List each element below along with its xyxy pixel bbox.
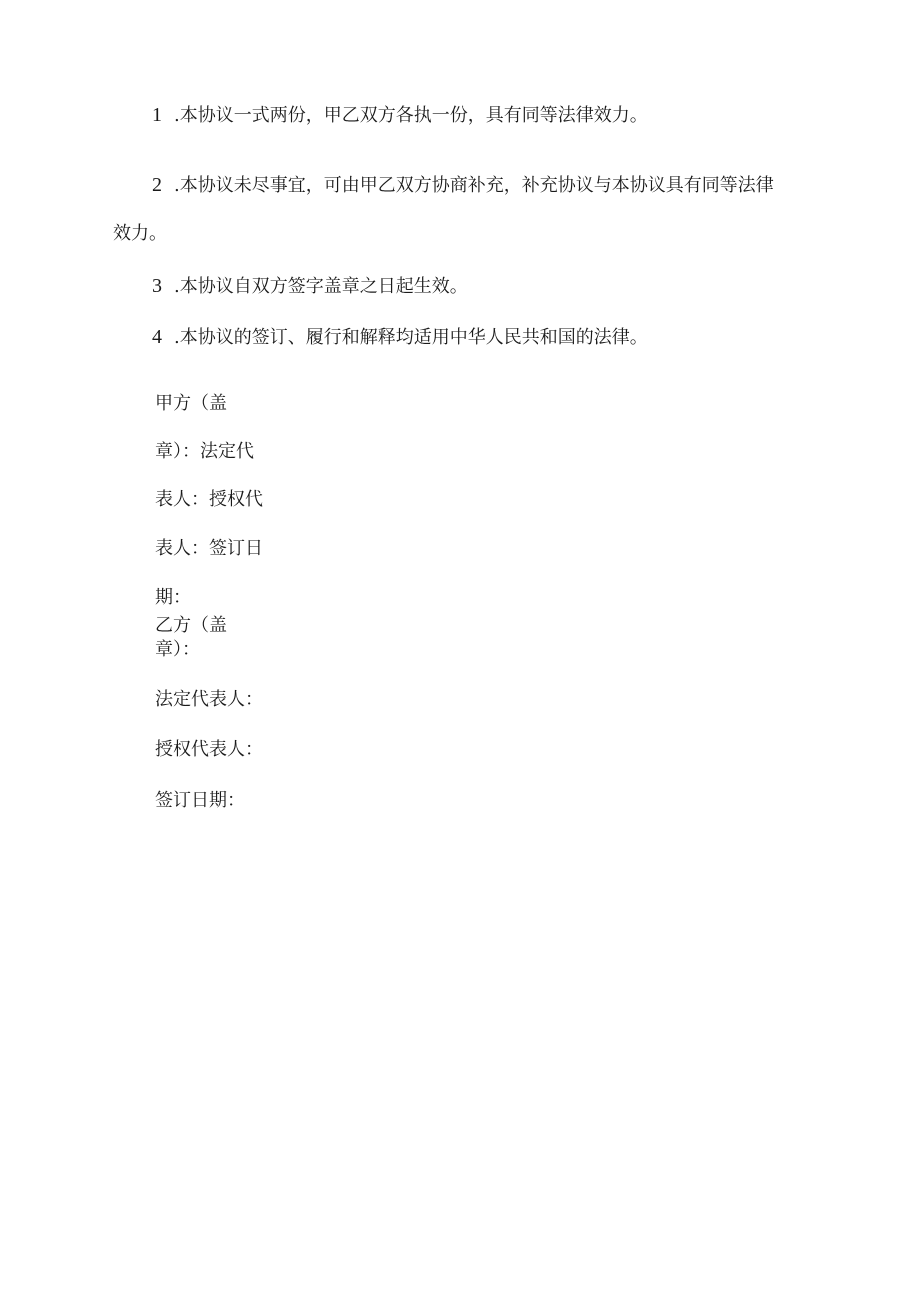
clause-1 bbox=[152, 103, 648, 128]
party-b-line-5: 签订日期： bbox=[155, 790, 245, 811]
party-a-line-4: 表人：签订日 bbox=[155, 538, 263, 559]
party-b-line-4: 授权代表人： bbox=[155, 739, 263, 760]
clause-number: 1 bbox=[152, 104, 162, 126]
party-a-line-2: 章）：法定代 bbox=[155, 441, 254, 462]
clause-number: 3 bbox=[152, 275, 162, 297]
clause-text: .本协议的签订、履行和解释均适用中华人民共和国的法律。 bbox=[174, 327, 648, 348]
party-a-line-3: 表人：授权代 bbox=[155, 489, 263, 510]
clause-4 bbox=[152, 325, 648, 350]
party-b-line-3: 法定代表人： bbox=[155, 689, 263, 710]
clause-2 bbox=[152, 173, 774, 198]
party-a-line-5: 期： bbox=[155, 587, 191, 608]
clause-3 bbox=[152, 274, 468, 299]
clause-text: .本协议未尽事宜，可由甲乙双方协商补充，补充协议与本协议具有同等法律 bbox=[174, 175, 774, 196]
clause-text: 效力。 bbox=[113, 223, 167, 244]
party-b-line-1: 乙方（盖 bbox=[155, 615, 227, 636]
clause-2-continuation bbox=[113, 222, 167, 246]
clause-text: .本协议自双方签字盖章之日起生效。 bbox=[174, 276, 468, 297]
party-b-line-2: 章）： bbox=[155, 639, 200, 660]
clause-number: 4 bbox=[152, 326, 162, 348]
clause-number: 2 bbox=[152, 174, 162, 196]
party-a-line-1: 甲方（盖 bbox=[155, 393, 227, 414]
clause-text: .本协议一式两份，甲乙双方各执一份，具有同等法律效力。 bbox=[174, 105, 648, 126]
